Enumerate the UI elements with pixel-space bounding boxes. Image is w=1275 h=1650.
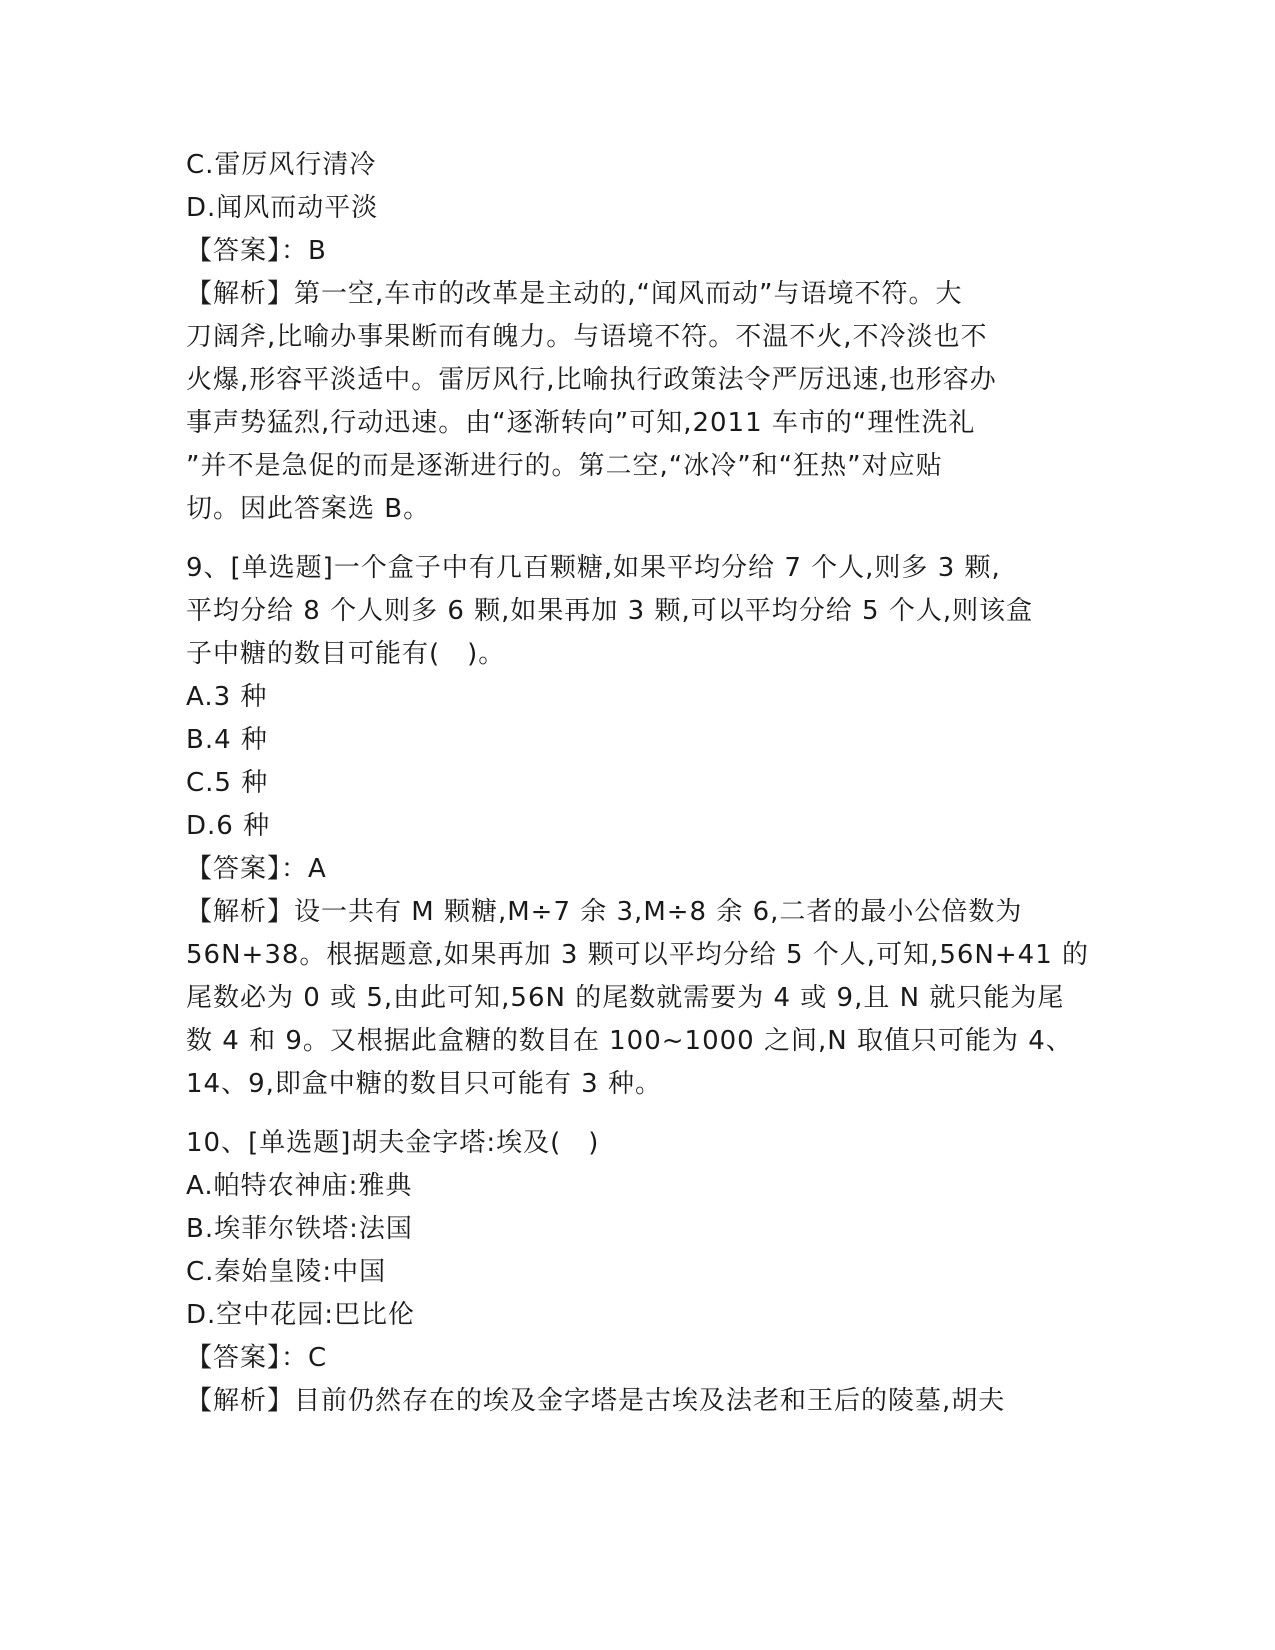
option-c: C.雷厉风行清冷 xyxy=(186,150,377,180)
analysis-line: 【解析】目前仍然存在的埃及金字塔是古埃及法老和王后的陵墓,胡夫 xyxy=(186,1386,1006,1416)
document-page xyxy=(186,144,1090,1423)
question-8 xyxy=(186,144,1086,531)
spacer xyxy=(186,531,1086,547)
analysis-line: 事声势猛烈,行动迅速。由“逐渐转向”可知,2011 车市的“理性洗礼 xyxy=(186,408,976,438)
option-a: A.帕特农神庙:雅典 xyxy=(186,1171,413,1201)
analysis-line: 火爆,形容平淡适中。雷厉风行,比喻执行政策法令严厉迅速,也形容办 xyxy=(186,365,997,395)
analysis-line: 切。因此答案选 B。 xyxy=(186,494,431,524)
stem-line: 9、[单选题]一个盒子中有几百颗糖,如果平均分给 7 个人,则多 3 颗, xyxy=(186,553,1001,583)
analysis-paragraph xyxy=(186,891,1090,1106)
question-stem: 10、[单选题]胡夫金字塔:埃及( ) xyxy=(186,1128,600,1158)
option-d: D.空中花园:巴比伦 xyxy=(186,1300,416,1330)
answer-line: 【答案】：B xyxy=(186,236,327,266)
option-c: C.秦始皇陵:中国 xyxy=(186,1257,387,1287)
question-stem xyxy=(186,547,1086,676)
question-9 xyxy=(186,547,1090,1106)
analysis-line: ”并不是急促的而是逐渐进行的。第二空,“冰冷”和“狂热”对应贴 xyxy=(186,451,943,481)
analysis-line: 【解析】第一空,车市的改革是主动的,“闻风而动”与语境不符。大 xyxy=(186,279,963,309)
option-b: B.埃菲尔铁塔:法国 xyxy=(186,1214,413,1244)
analysis-line: 数 4 和 9。又根据此盒糖的数目在 100~1000 之间,N 取值只可能为 4、 xyxy=(186,1026,1073,1056)
stem-line: 子中糖的数目可能有( )。 xyxy=(186,639,506,669)
stem-line: 平均分给 8 个人则多 6 颗,如果再加 3 颗,可以平均分给 5 个人,则该盒 xyxy=(186,596,1034,626)
option-d: D.6 种 xyxy=(186,811,271,841)
option-c: C.5 种 xyxy=(186,768,269,798)
analysis-line: 刀阔斧,比喻办事果断而有魄力。与语境不符。不温不火,不冷淡也不 xyxy=(186,322,988,352)
option-d: D.闻风而动平淡 xyxy=(186,193,379,223)
analysis-paragraph xyxy=(186,1380,1086,1423)
analysis-line: 14、9,即盒中糖的数目只可能有 3 种。 xyxy=(186,1069,662,1099)
analysis-line: 56N+38。根据题意,如果再加 3 颗可以平均分给 5 个人,可知,56N+41 的 xyxy=(186,940,1090,970)
analysis-line: 【解析】设一共有 M 颗糖,M÷7 余 3,M÷8 余 6,二者的最小公倍数为 xyxy=(186,897,1023,927)
option-a: A.3 种 xyxy=(186,682,268,712)
analysis-line: 尾数必为 0 或 5,由此可知,56N 的尾数就需要为 4 或 9,且 N 就只能为尾 xyxy=(186,983,1065,1013)
answer-line: 【答案】：C xyxy=(186,1343,328,1373)
spacer xyxy=(186,1106,1086,1122)
answer-line: 【答案】：A xyxy=(186,854,327,884)
option-b: B.4 种 xyxy=(186,725,268,755)
question-10 xyxy=(186,1122,1086,1423)
analysis-paragraph xyxy=(186,273,1086,531)
